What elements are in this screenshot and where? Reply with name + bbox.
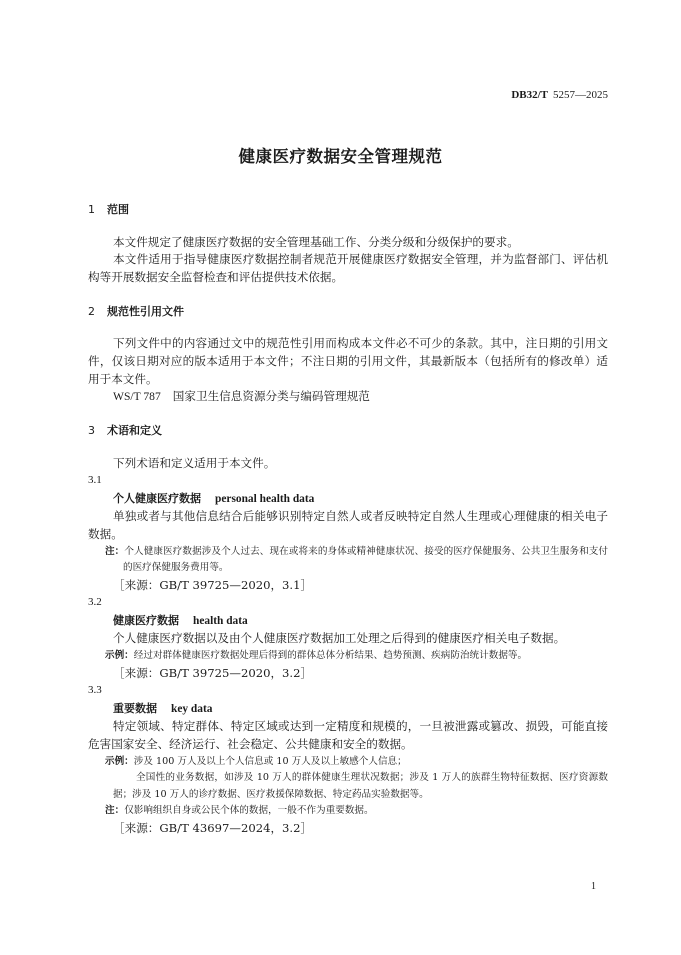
term-name-zh: 重要数据 xyxy=(113,701,157,715)
section-heading-terms xyxy=(88,422,608,440)
note-text: 仅影响组织自身或公民个体的数据，一般不作为重要数据。 xyxy=(124,805,374,817)
term-source: ［来源：GB/T 39725—2020，3.1］ xyxy=(113,577,313,592)
reference-title: 国家卫生信息资源分类与编码管理规范 xyxy=(172,389,370,404)
term-number: 3.1 xyxy=(88,474,102,487)
section-scope xyxy=(88,201,608,287)
example-text: 经过对群体健康医疗数据处理后得到的群体总体分析结果、趋势预测、疾病防治统计数据等。 xyxy=(133,650,528,662)
section-number: 3 xyxy=(88,423,95,437)
page-number: 1 xyxy=(591,881,596,892)
term-example-continued: 全国性的业务数据，如涉及 10 万人的群体健康生理状况数据；涉及 1 万人的族群生物特征数据、医疗资源数据；涉及 10 万人的诊疗数据、医疗救援保障数据、特定药品实验数据等。 xyxy=(113,772,608,800)
term-example xyxy=(105,648,608,665)
paragraph: 本文件适用于指导健康医疗数据控制者规范开展健康医疗数据安全管理，并为监督部门、评估机构等开展数据安全监督检查和评估提供技术依据。 xyxy=(88,252,608,284)
example-label: 示例： xyxy=(105,755,134,767)
term-name-zh: 健康医疗数据 xyxy=(113,613,179,627)
term-source: ［来源：GB/T 43697—2024，3.2］ xyxy=(113,821,313,836)
term-source: ［来源：GB/T 39725—2020，3.2］ xyxy=(113,665,313,680)
term-definition: 单独或者与其他信息结合后能够识别特定自然人或者反映特定自然人生理或心理健康的相关电子数据。 xyxy=(88,509,608,541)
term-name xyxy=(88,700,608,719)
document-code xyxy=(511,87,608,103)
term-number: 3.2 xyxy=(88,596,102,609)
paragraph: 本文件规定了健康医疗数据的安全管理基础工作、分类分级和分级保护的要求。 xyxy=(113,234,519,249)
term-name xyxy=(88,612,608,631)
term-name xyxy=(88,490,608,509)
term-definition: 个人健康医疗数据以及由个人健康医疗数据加工处理之后得到的健康医疗相关电子数据。 xyxy=(113,631,566,646)
document-body xyxy=(88,201,608,838)
section-title: 范围 xyxy=(107,203,129,216)
paragraph: 下列文件中的内容通过文中的规范性引用而构成本文件必不可少的条款。其中，注日期的引用文件，仅该日期对应的版本适用于本文件；不注日期的引用文件，其最新版本（包括所有的修改单）适用于本文件。 xyxy=(88,336,608,386)
section-heading-scope xyxy=(88,201,608,219)
section-terms xyxy=(88,422,608,838)
example-label: 示例： xyxy=(105,650,134,662)
term-entry-3-3 xyxy=(88,682,608,837)
term-name-en: personal health data xyxy=(215,492,315,505)
note-text: 个人健康医疗数据涉及个人过去、现在或将来的身体或精神健康状况、接受的医疗保健服务、公共卫生服务和支付的医疗保健服务费用等。 xyxy=(123,545,609,574)
note-label: 注： xyxy=(105,545,125,557)
section-number: 1 xyxy=(88,203,95,216)
paragraph: 下列术语和定义适用于本文件。 xyxy=(113,455,276,470)
section-title: 术语和定义 xyxy=(107,423,162,437)
term-note xyxy=(105,544,608,577)
term-name-zh: 个人健康医疗数据 xyxy=(113,491,201,505)
document-code-prefix: DB32/T xyxy=(511,89,548,101)
reference-code: WS/T 787 xyxy=(113,390,161,404)
section-heading-normative-references xyxy=(88,303,608,321)
term-note xyxy=(105,803,608,820)
term-name-en: health data xyxy=(193,614,248,627)
document-code-number: 5257—2025 xyxy=(553,89,608,101)
reference-item xyxy=(88,388,608,406)
document-title: 健康医疗数据安全管理规范 xyxy=(238,147,443,166)
section-normative-references xyxy=(88,303,608,406)
term-number: 3.3 xyxy=(88,684,102,697)
term-example xyxy=(105,754,608,771)
term-entry-3-2 xyxy=(88,594,608,682)
term-entry-3-1 xyxy=(88,472,608,594)
term-definition: 特定领域、特定群体、特定区域或达到一定精度和规模的，一旦被泄露或篡改、损毁，可能直接危害国家安全、经济运行、社会稳定、公共健康和安全的数据。 xyxy=(88,719,608,752)
section-number: 2 xyxy=(88,304,95,318)
section-title: 规范性引用文件 xyxy=(107,304,184,318)
term-name-en: key data xyxy=(171,702,213,715)
example-text: 涉及 100 万人及以上个人信息或 10 万人及以上敏感个人信息； xyxy=(133,755,407,767)
note-label: 注： xyxy=(105,805,125,817)
